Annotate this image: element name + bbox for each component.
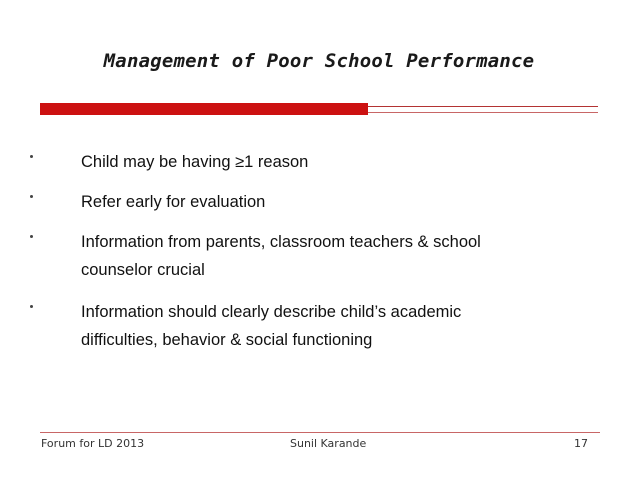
slide-number: 17 xyxy=(574,437,588,450)
bullet-item xyxy=(0,228,638,284)
slide-title: Management of Poor School Performance xyxy=(103,50,535,72)
bullet-dot-icon xyxy=(30,235,33,238)
bullet-text: Information from parents, classroom teachers & school counselor crucial xyxy=(81,233,481,279)
bullet-dot-icon xyxy=(30,155,33,158)
title-accent-bar xyxy=(40,103,368,115)
bullet-item xyxy=(0,148,638,176)
bullet-dot-icon xyxy=(30,195,33,198)
footer-event: Forum for LD 2013 xyxy=(41,437,145,450)
bullet-dot-icon xyxy=(30,305,33,308)
bullet-text: Child may be having ≥1 reason xyxy=(81,153,309,171)
bullet-item xyxy=(0,298,638,354)
footer-divider xyxy=(40,432,600,433)
bullet-item xyxy=(0,188,638,216)
title-divider-line-top xyxy=(368,106,598,107)
footer-author: Sunil Karande xyxy=(290,437,367,450)
bullet-text: Information should clearly describe child’s academic difficulties, behavior & social functioning xyxy=(81,303,462,349)
title-divider-line-bottom xyxy=(368,112,598,113)
bullet-text: Refer early for evaluation xyxy=(81,193,266,211)
